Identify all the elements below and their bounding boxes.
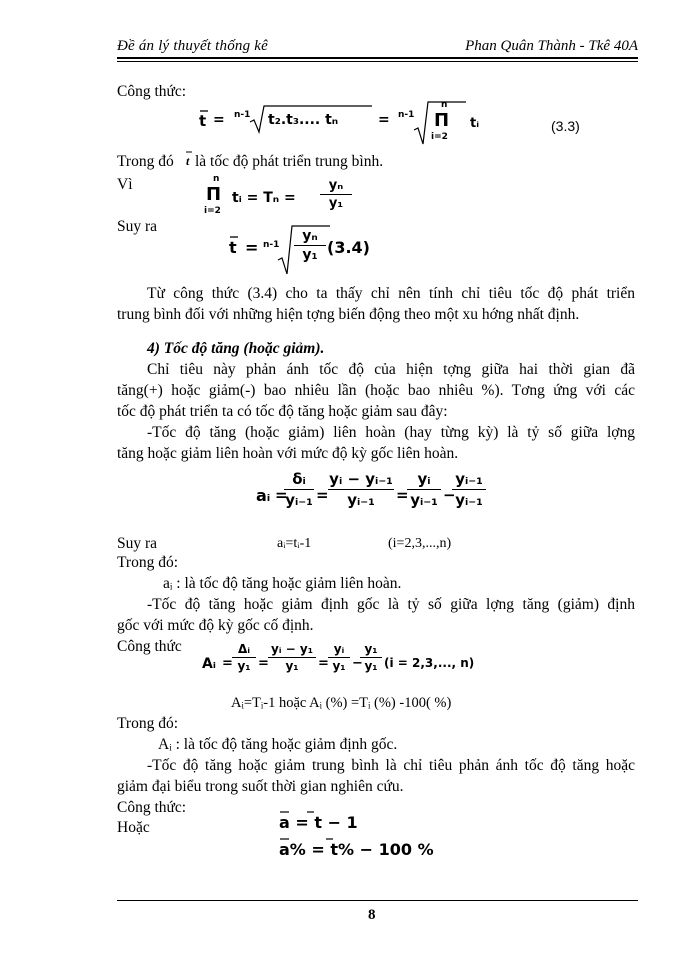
f33-prod-sym: Π (434, 110, 450, 131)
paragraph-4-line-2: gốc với mức độ kỳ gốc cố định. (117, 617, 314, 634)
Ai-eq2: = (258, 656, 269, 671)
f33-radicand: t₂.t₃.... tₙ (268, 112, 339, 128)
vi-prod-sym: Π (206, 184, 222, 205)
Ai-fraction-4 (360, 642, 382, 673)
Ai-fraction-1 (232, 642, 256, 673)
vi-bar (320, 194, 352, 195)
trong-do-1-desc: là tốc độ phát triển trung bình. (195, 153, 384, 170)
Ai-lhs: Aᵢ (202, 656, 216, 672)
ai-fraction-3 (407, 470, 441, 509)
abar-formula-2: a% = t% − 100 % (279, 840, 434, 859)
ai-relation: aᵢ=tᵢ-1 (277, 536, 312, 551)
ai-eq2: = (316, 486, 329, 504)
ai-f1-num: δᵢ (292, 470, 306, 488)
ai-f1-den: yᵢ₋₁ (285, 491, 313, 509)
paragraph-3-line-1: -Tốc độ tăng (hoặc giảm) liên hoàn (hay từng kỳ) là tỷ số giữa lợng (147, 424, 635, 441)
Ai-f2-num: yᵢ − y₁ (271, 642, 313, 656)
label-suy-ra-1: Suy ra (117, 218, 158, 235)
label-trong-do-2: Trong đó: (117, 554, 179, 571)
f33-label: (3.3) (551, 118, 580, 134)
vi-fraction (320, 178, 352, 211)
ai-f3-bar (407, 489, 441, 490)
f34-overbar (230, 235, 240, 239)
Ai-eq3: = (318, 656, 329, 671)
inline-tbar-overbar (186, 150, 194, 154)
Ai-eq1: = (222, 656, 233, 671)
vi-expr: tᵢ = Tₙ = (232, 190, 296, 206)
ai-f4-den: yᵢ₋₁ (455, 491, 483, 509)
label-vi: Vì (117, 176, 133, 193)
ai-f2-bar (328, 489, 394, 490)
Ai-f2-bar (268, 657, 316, 658)
header-rule-thin (117, 61, 638, 62)
Ai-f3-den: y₁ (332, 659, 346, 673)
ai-index-range: (i=2,3,...,n) (388, 536, 452, 551)
header-left-title: Đề án lý thuyết thống kê (117, 38, 268, 54)
ai-f4-bar (452, 489, 486, 490)
Ai-f4-den: y₁ (364, 659, 378, 673)
ai-f1-bar (284, 489, 314, 490)
section-heading-4: 4) Tốc độ tăng (hoặc giảm). (147, 340, 325, 357)
Ai-range: (i = 2,3,..., n) (384, 656, 475, 670)
Ai-relation: Aᵢ=Tᵢ-1 hoặc Aᵢ (%) =Tᵢ (%) -100( %) (231, 695, 452, 711)
vi-prod-bottom: i=2 (204, 206, 221, 216)
header-rule (117, 57, 638, 59)
Ai-f1-num: Δᵢ (238, 642, 250, 656)
Ai-f1-bar (232, 657, 256, 658)
ai-definition: aᵢ : là tốc độ tăng hoặc giảm liên hoàn. (163, 575, 402, 592)
Ai-f2-den: y₁ (285, 659, 299, 673)
f34-num: yₙ (302, 228, 318, 244)
f34-bar (294, 245, 326, 246)
paragraph-1-line-2: trung bình đối với những hiện tợng biến động theo một xu hớng nhất định. (117, 306, 580, 323)
Ai-f3-bar (328, 657, 350, 658)
ai-f2-den: yᵢ₋₁ (347, 491, 375, 509)
f33-eq2: = (378, 112, 390, 128)
paragraph-2-line-1: Chỉ tiêu này phản ánh tốc độ của hiện tợng giữa hai thời gian đã (147, 361, 635, 378)
f33-overbar (200, 109, 210, 113)
ai-f3-num: yᵢ (417, 470, 431, 488)
ai-eq1: = (275, 486, 288, 504)
f33-prod-top: n (441, 100, 448, 110)
page-number: 8 (368, 907, 376, 923)
paragraph-1-line-1: Từ công thức (3.4) cho ta thấy chỉ nên tính chỉ tiêu tốc độ phát triển (147, 285, 635, 302)
f33-ti: tᵢ (470, 116, 480, 131)
Ai-fraction-3 (328, 642, 350, 673)
inline-tbar: t (186, 154, 190, 168)
Ai-minus: − (352, 656, 363, 671)
vi-prod-top: n (213, 174, 220, 184)
paragraph-4-line-1: -Tốc độ tăng hoặc giảm định gốc là tỷ số giữa lợng tăng (giảm) định (147, 596, 635, 613)
vi-den: y₁ (328, 196, 344, 211)
paragraph-5-line-2: giảm đại biểu trong suốt thời gian nghiên cứu. (117, 778, 404, 795)
Ai-f3-num: yᵢ (333, 642, 345, 656)
f34-fraction (294, 228, 326, 263)
f33-root-index: n-1 (234, 110, 251, 120)
f34-eq: = (245, 238, 259, 257)
abar-formula-1-overbars (280, 810, 330, 814)
ai-fraction-2 (328, 470, 394, 509)
paragraph-3-line-2: tăng hoặc giảm liên hoàn với mức độ kỳ gốc liên hoàn. (117, 445, 459, 462)
Ai-definition: Aᵢ : là tốc độ tăng hoặc giảm định gốc. (158, 736, 398, 753)
label-trong-do-3: Trong đó: (117, 715, 179, 732)
footer-rule (117, 900, 638, 901)
label-trong-do-1: Trong đó (117, 153, 174, 170)
label-hoac: Hoặc (117, 819, 150, 836)
Ai-f1-den: y₁ (237, 659, 251, 673)
ai-f2-num: yᵢ − yᵢ₋₁ (329, 470, 393, 488)
vi-num: yₙ (328, 178, 344, 193)
label-cong-thuc: Công thức: (117, 83, 187, 100)
ai-lhs: aᵢ (256, 486, 271, 505)
header-right-author: Phan Quân Thành - Tkê 40A (465, 38, 638, 54)
Ai-f4-bar (360, 657, 382, 658)
f33-eq: = (213, 112, 225, 128)
ai-minus: − (443, 486, 456, 504)
f33-prod-bottom: i=2 (431, 132, 448, 142)
ai-fraction-1 (284, 470, 314, 509)
ai-f3-den: yᵢ₋₁ (410, 491, 438, 509)
f34-lhs: t (229, 238, 237, 257)
paragraph-5-line-1: -Tốc độ tăng hoặc giảm trung bình là chỉ tiêu phản ánh tốc độ tăng hoặc (147, 757, 635, 774)
f33-lhs: t (199, 112, 207, 130)
f34-root-index: n-1 (263, 240, 280, 250)
f34-label: (3.4) (327, 238, 370, 257)
paragraph-2-line-2: tăng(+) hoặc giảm(-) bao nhiêu lần (hoặc bao nhiêu %). Tơng ứng với các (117, 382, 635, 399)
label-cong-thuc-2: Công thức (117, 638, 182, 655)
Ai-fraction-2 (268, 642, 316, 673)
Ai-f4-num: y₁ (364, 642, 378, 656)
ai-eq3: = (396, 486, 409, 504)
abar-formula-2-overbars (280, 837, 340, 841)
ai-f4-num: yᵢ₋₁ (455, 470, 483, 488)
label-suy-ra-2: Suy ra (117, 535, 158, 552)
f34-den: y₁ (302, 247, 318, 263)
label-cong-thuc-3: Công thức: (117, 799, 187, 816)
abar-formula-1: a = t − 1 (279, 813, 358, 832)
f33-root-index2: n-1 (398, 110, 415, 120)
paragraph-2-line-3: tốc độ phát triển ta có tốc độ tăng hoặc giảm sau đây: (117, 403, 448, 420)
ai-fraction-4 (452, 470, 486, 509)
